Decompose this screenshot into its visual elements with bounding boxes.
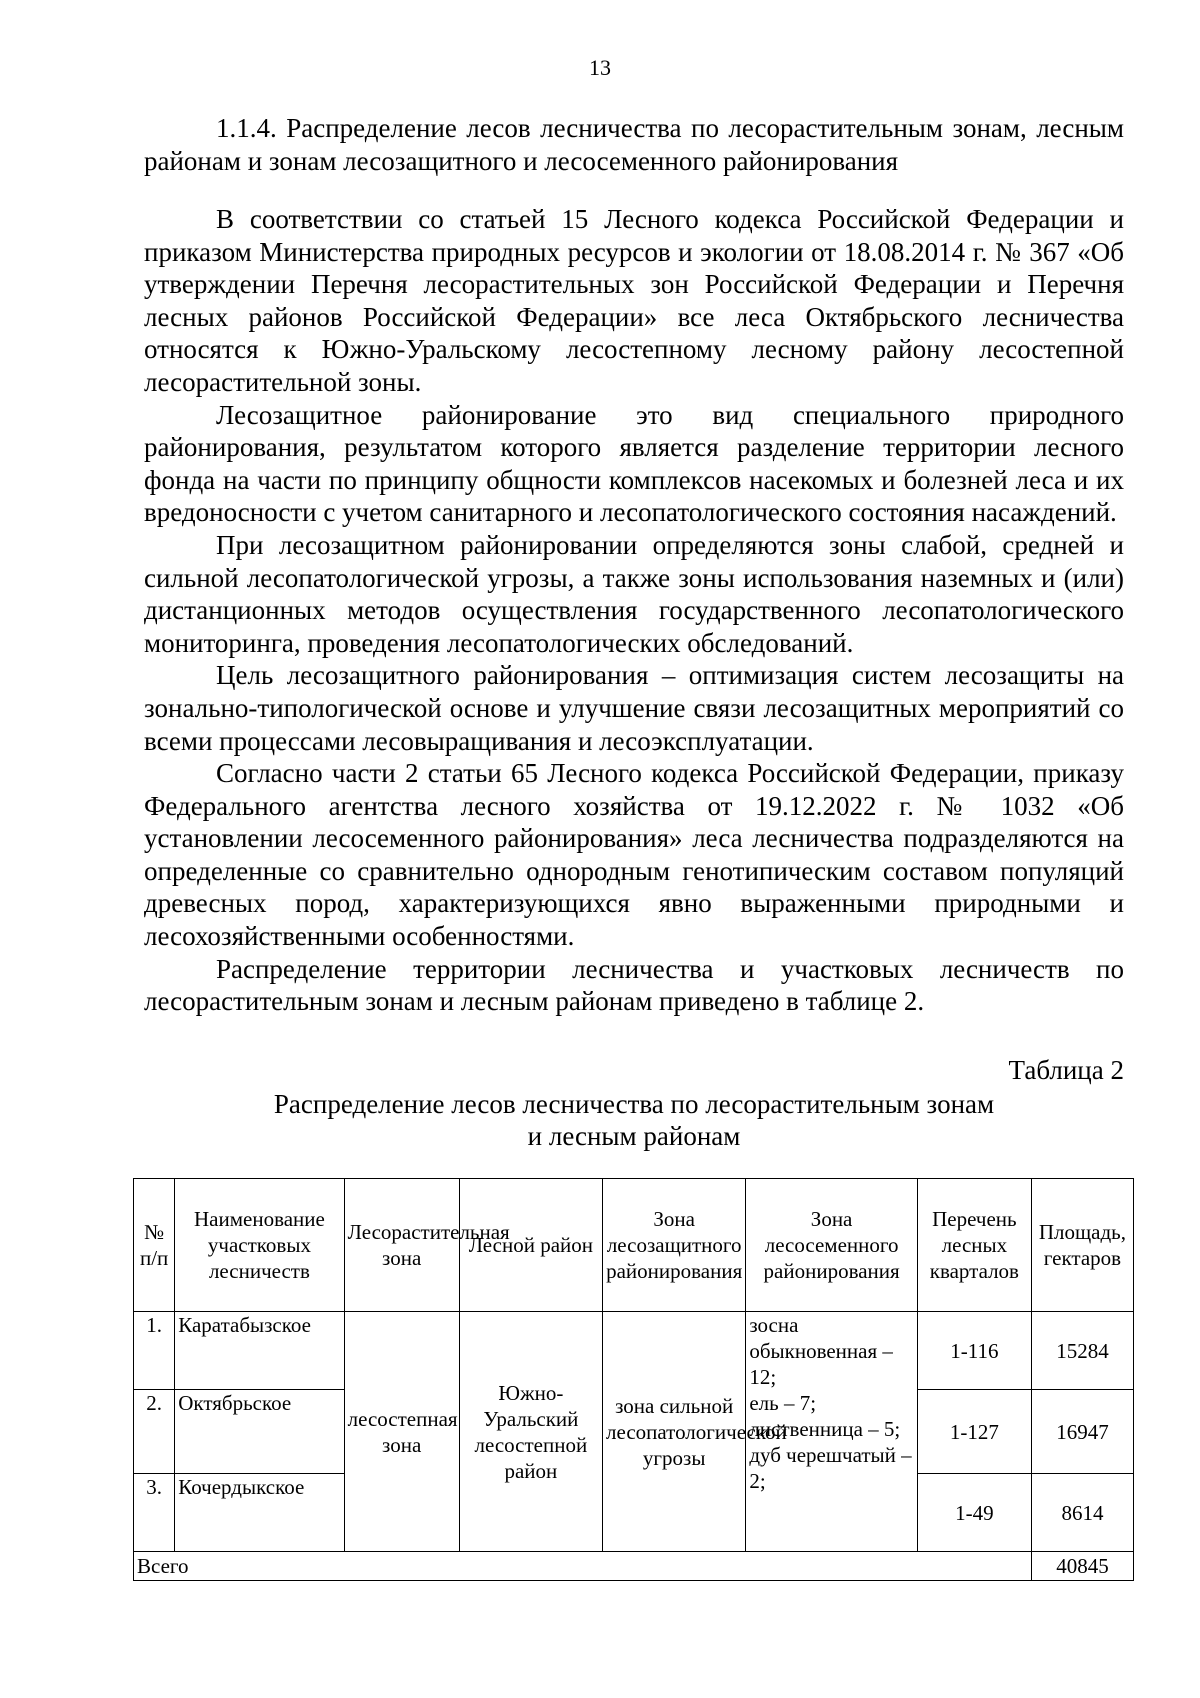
seed-zone-item: ель – 7;: [749, 1391, 817, 1415]
quarters-list: 1-127: [917, 1390, 1031, 1474]
body-text: [144, 203, 1124, 1018]
forestry-name: Октябрьское: [175, 1390, 344, 1474]
header-cell: Лесной район: [459, 1179, 602, 1312]
forest-distribution-table: [133, 1178, 1134, 1581]
vegetation-zone: лесостепная зона: [344, 1312, 459, 1552]
seed-zone-item: зосна обыкновенная – 12;: [749, 1313, 893, 1389]
row-number: 3.: [134, 1474, 175, 1552]
table-header-row: [134, 1179, 1134, 1312]
table-row: [134, 1312, 1134, 1390]
paragraph: Лесозащитное районирование это вид специального природного районирования, результатом которого является разделение территории лесного фонда на части по принципу общности комплексов насекомых и болезней леса и их вредоносности с учетом санитарного и лесопатологического состояния насаждений.: [144, 399, 1124, 528]
header-cell: Зона лесосеменного районирования: [746, 1179, 918, 1312]
area-value: 16947: [1031, 1390, 1133, 1474]
paragraph: Цель лесозащитного районирования – оптимизация систем лесозащиты на зонально-типологической основе и улучшение связи лесозащитных мероприятий со всеми процессами лесовыращивания и лесоэксплуатации.: [144, 660, 1124, 756]
total-area: 40845: [1031, 1552, 1133, 1581]
header-cell: Площадь, гектаров: [1031, 1179, 1133, 1312]
area-value: 15284: [1031, 1312, 1133, 1390]
header-cell: Наименование участковых лесничеств: [175, 1179, 344, 1312]
table-label: Таблица 2: [1008, 1055, 1124, 1085]
forest-district: Южно-Уральский лесостепной район: [459, 1312, 602, 1552]
header-cell: Лесорастительная зона: [344, 1179, 459, 1312]
area-value: 8614: [1031, 1474, 1133, 1552]
quarters-list: 1-116: [917, 1312, 1031, 1390]
row-number: 2.: [134, 1390, 175, 1474]
table-total-row: [134, 1552, 1134, 1581]
section-heading: 1.1.4. Распределение лесов лесничества по лесорастительным зонам, лесным районам и зонам лесозащитного и лесосеменного районирования: [144, 113, 1124, 176]
paragraph: В соответствии со статьей 15 Лесного кодекса Российской Федерации и приказом Министерства природных ресурсов и экологии от 18.08.2014 г. № 367 «Об утверждении Перечня лесорастительных зон Российской Федерации и Перечня лесных районов Российской Федерации» все леса Октябрьского лесничества относятся к Южно-Уральскому лесостепному лесному району лесостепной лесорастительной зоны.: [144, 204, 1124, 397]
forestry-name: Каратабызское: [175, 1312, 344, 1390]
seed-zone: [746, 1312, 918, 1552]
table-title-line: и лесным районам: [527, 1121, 741, 1151]
header-cell: Зона лесозащитного районирования: [603, 1179, 746, 1312]
total-label: Всего: [134, 1552, 1032, 1581]
header-cell: № п/п: [134, 1179, 175, 1312]
page-number: 13: [589, 55, 611, 80]
seed-zone-item: лиственница – 5;: [749, 1417, 901, 1441]
seed-zone-item: дуб черешчатый – 2;: [749, 1443, 912, 1493]
protection-zone: зона сильной лесопатологической угрозы: [603, 1312, 746, 1552]
table-title: [144, 1088, 1124, 1152]
paragraph: Распределение территории лесничества и участковых лесничеств по лесорастительным зонам и лесным районам приведено в таблице 2.: [144, 953, 1124, 1017]
row-number: 1.: [134, 1312, 175, 1390]
forestry-name: Кочердыкское: [175, 1474, 344, 1552]
paragraph: Согласно части 2 статьи 65 Лесного кодекса Российской Федерации, приказу Федерального агентства лесного хозяйства от 19.12.2022 г. № 1032 «Об установлении лесосеменного районирования» леса лесничества подразделяются на определенные со сравнительно однородным генотипическим составом популяций древесных пород, характеризующихся явно выраженными природными и лесохозяйственными особенностями.: [144, 758, 1124, 952]
paragraph: При лесозащитном районировании определяются зоны слабой, средней и сильной лесопатологической угрозы, а также зоны использования наземных и (или) дистанционных методов осуществления государственного лесопатологического мониторинга, проведения лесопатологических обследований.: [144, 529, 1124, 658]
quarters-list: 1-49: [917, 1474, 1031, 1552]
header-cell: Перечень лесных кварталов: [917, 1179, 1031, 1312]
table-title-line: Распределение лесов лесничества по лесорастительным зонам: [273, 1089, 995, 1119]
